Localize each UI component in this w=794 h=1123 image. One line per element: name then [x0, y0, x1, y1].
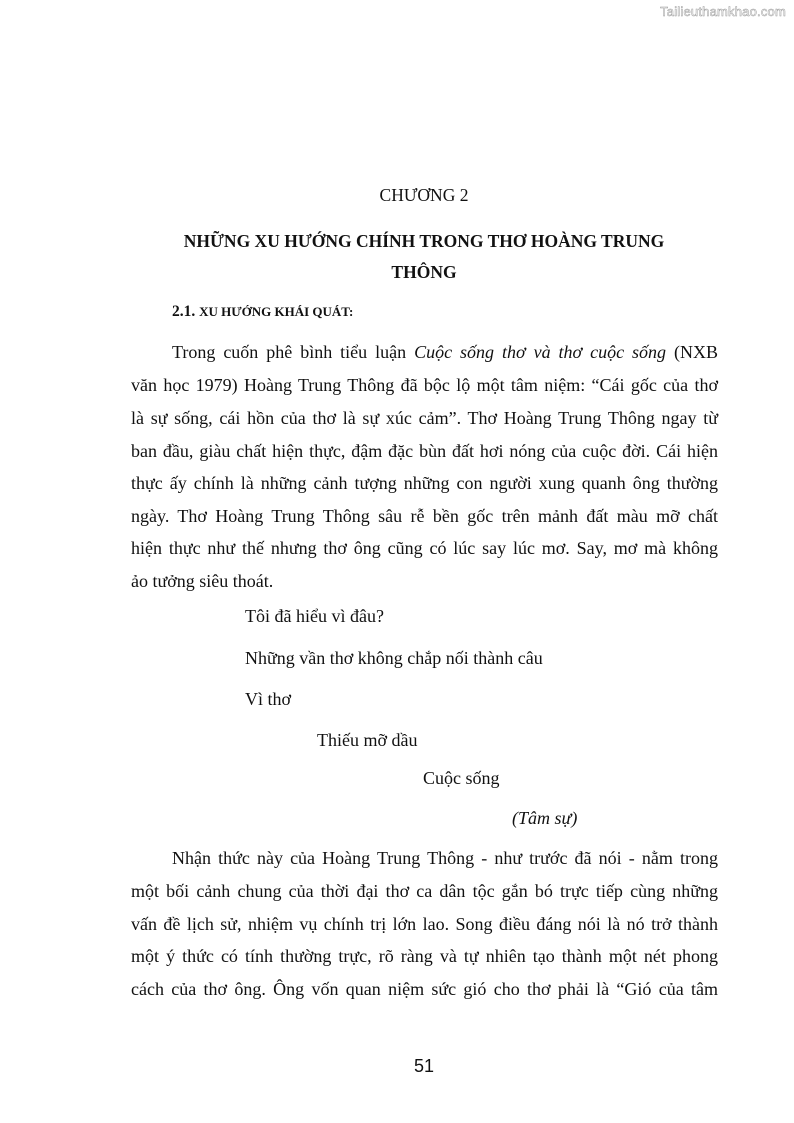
poem-line: Vì thơ: [245, 689, 292, 709]
paragraph-1-line: thực ấy chính là những cảnh tượng những con người xung quanh ông thường: [131, 473, 718, 493]
paragraph-1-line: ban đầu, giàu chất hiện thực, đậm đặc bùn đất hơi nóng của cuộc đời. Cái hiện: [131, 441, 718, 461]
paragraph-1-line: Trong cuốn phê bình tiểu luận Cuộc sống thơ và thơ cuộc sống (NXB: [172, 342, 719, 362]
paragraph-1-line: là sự sống, cái hồn của thơ là sự xúc cảm”. Thơ Hoàng Trung Thông ngay từ: [131, 408, 718, 428]
section-title: XU HƯỚNG KHÁI QUÁT:: [199, 304, 354, 319]
poem-line: Tôi đã hiểu vì đâu?: [245, 606, 384, 626]
chapter-heading: CHƯƠNG 2: [379, 185, 469, 205]
page-number: 51: [413, 1056, 435, 1076]
paragraph-2-line: vấn đề lịch sử, nhiệm vụ chính trị lớn lao. Song điều đáng nói là nó trở thành: [131, 914, 718, 934]
poem-line: Những vần thơ không chắp nối thành câu: [245, 648, 543, 668]
paragraph-1-line: ảo tưởng siêu thoát.: [131, 571, 274, 591]
watermark: Tailieuthamkhao.com: [660, 4, 786, 19]
chapter-title-line-2: THÔNG: [391, 262, 457, 282]
paragraph-2-line: một ý thức có tính thường trực, rõ ràng và tự nhiên tạo thành một nét phong: [131, 946, 718, 966]
paragraph-1-line: ngày. Thơ Hoàng Trung Thông sâu rễ bền gốc trên mảnh đất màu mỡ chất: [131, 506, 718, 526]
paragraph-2-line: cách của thơ ông. Ông vốn quan niệm sức gió cho thơ phải là “Gió của tâm: [131, 979, 718, 999]
chapter-title-line-1: NHỮNG XU HƯỚNG CHÍNH TRONG THƠ HOÀNG TRUNG: [183, 231, 665, 251]
poem-source: (Tâm sự): [512, 808, 578, 828]
poem-line: Thiếu mỡ dầu: [317, 730, 418, 750]
paragraph-1-line: hiện thực như thế nhưng thơ ông cũng có lúc say lúc mơ. Say, mơ mà không: [131, 538, 718, 558]
poem-line: Cuộc sống: [423, 768, 500, 788]
paragraph-1-line: văn học 1979) Hoàng Trung Thông đã bộc lộ một tâm niệm: “Cái gốc của thơ: [131, 375, 718, 395]
section-heading: [172, 303, 353, 321]
section-number: 2.1.: [172, 303, 196, 320]
book-title: Cuộc sống thơ và thơ cuộc sống: [414, 342, 667, 362]
paragraph-2-line: một bối cảnh chung của thời đại thơ ca dân tộc gắn bó trực tiếp cùng những: [131, 881, 718, 901]
paragraph-2-line: Nhận thức này của Hoàng Trung Thông - như trước đã nói - nằm trong: [172, 848, 718, 868]
